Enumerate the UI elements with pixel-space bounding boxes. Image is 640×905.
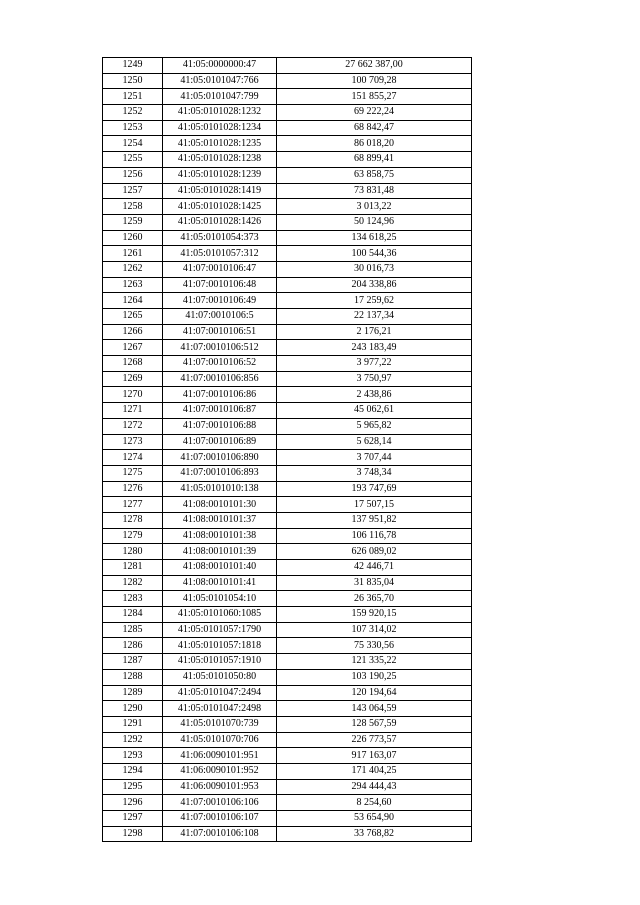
table-row — [103, 497, 472, 513]
cadastral-number-cell: 41:05:0101028:1234 — [163, 120, 277, 136]
cadastral-value-cell: 120 194,64 — [277, 685, 472, 701]
cadastral-number-cell: 41:05:0101057:1790 — [163, 622, 277, 638]
row-number-cell: 1274 — [103, 450, 163, 466]
table-row — [103, 214, 472, 230]
table-row — [103, 73, 472, 89]
cadastral-number-cell: 41:07:0010106:512 — [163, 340, 277, 356]
row-number-cell: 1292 — [103, 732, 163, 748]
table-row — [103, 309, 472, 325]
cadastral-number-cell: 41:05:0101028:1425 — [163, 199, 277, 215]
cadastral-value-cell: 8 254,60 — [277, 795, 472, 811]
cadastral-value-cell: 26 365,70 — [277, 591, 472, 607]
cadastral-value-cell: 107 314,02 — [277, 622, 472, 638]
table-row — [103, 481, 472, 497]
cadastral-value-cell: 171 404,25 — [277, 763, 472, 779]
cadastral-value-cell: 3 977,22 — [277, 356, 472, 372]
cadastral-value-cell: 3 707,44 — [277, 450, 472, 466]
row-number-cell: 1258 — [103, 199, 163, 215]
row-number-cell: 1251 — [103, 89, 163, 105]
row-number-cell: 1255 — [103, 152, 163, 168]
cadastral-number-cell: 41:07:0010106:51 — [163, 324, 277, 340]
table-row — [103, 654, 472, 670]
table-row — [103, 418, 472, 434]
cadastral-number-cell: 41:05:0101060:1085 — [163, 607, 277, 623]
cadastral-value-cell: 22 137,34 — [277, 309, 472, 325]
row-number-cell: 1294 — [103, 763, 163, 779]
row-number-cell: 1282 — [103, 575, 163, 591]
cadastral-value-cell: 50 124,96 — [277, 214, 472, 230]
cadastral-number-cell: 41:07:0010106:86 — [163, 387, 277, 403]
row-number-cell: 1256 — [103, 167, 163, 183]
table-row — [103, 528, 472, 544]
cadastral-number-cell: 41:07:0010106:107 — [163, 811, 277, 827]
row-number-cell: 1280 — [103, 544, 163, 560]
table-row — [103, 512, 472, 528]
cadastral-value-cell: 3 013,22 — [277, 199, 472, 215]
cadastral-number-cell: 41:05:0101028:1419 — [163, 183, 277, 199]
table-row — [103, 811, 472, 827]
table-row — [103, 716, 472, 732]
cadastral-number-cell: 41:05:0101010:138 — [163, 481, 277, 497]
cadastral-number-cell: 41:05:0101047:2494 — [163, 685, 277, 701]
row-number-cell: 1285 — [103, 622, 163, 638]
cadastral-value-cell: 75 330,56 — [277, 638, 472, 654]
table-row — [103, 450, 472, 466]
table-row — [103, 465, 472, 481]
table-row — [103, 701, 472, 717]
cadastral-number-cell: 41:05:0101050:80 — [163, 669, 277, 685]
cadastral-value-cell: 3 750,97 — [277, 371, 472, 387]
table-row — [103, 120, 472, 136]
cadastral-number-cell: 41:07:0010106:48 — [163, 277, 277, 293]
row-number-cell: 1283 — [103, 591, 163, 607]
cadastral-number-cell: 41:07:0010106:890 — [163, 450, 277, 466]
row-number-cell: 1276 — [103, 481, 163, 497]
table-row — [103, 230, 472, 246]
table-row — [103, 340, 472, 356]
cadastral-number-cell: 41:07:0010106:87 — [163, 403, 277, 419]
cadastral-value-cell: 128 567,59 — [277, 716, 472, 732]
cadastral-number-cell: 41:07:0010106:108 — [163, 826, 277, 842]
cadastral-number-cell: 41:08:0010101:30 — [163, 497, 277, 513]
row-number-cell: 1279 — [103, 528, 163, 544]
cadastral-value-cell: 103 190,25 — [277, 669, 472, 685]
cadastral-value-cell: 53 654,90 — [277, 811, 472, 827]
cadastral-value-cell: 193 747,69 — [277, 481, 472, 497]
cadastral-number-cell: 41:05:0101047:799 — [163, 89, 277, 105]
row-number-cell: 1277 — [103, 497, 163, 513]
row-number-cell: 1260 — [103, 230, 163, 246]
table-row — [103, 89, 472, 105]
cadastral-number-cell: 41:06:0090101:953 — [163, 779, 277, 795]
cadastral-value-cell: 143 064,59 — [277, 701, 472, 717]
cadastral-value-cell: 137 951,82 — [277, 512, 472, 528]
cadastral-number-cell: 41:06:0090101:951 — [163, 748, 277, 764]
cadastral-number-cell: 41:07:0010106:49 — [163, 293, 277, 309]
table-row — [103, 152, 472, 168]
table-row — [103, 685, 472, 701]
table-row — [103, 371, 472, 387]
cadastral-value-cell: 42 446,71 — [277, 560, 472, 576]
cadastral-number-cell: 41:07:0010106:89 — [163, 434, 277, 450]
cadastral-value-cell: 17 507,15 — [277, 497, 472, 513]
cadastral-value-cell: 33 768,82 — [277, 826, 472, 842]
cadastral-value-cell: 100 709,28 — [277, 73, 472, 89]
row-number-cell: 1271 — [103, 403, 163, 419]
row-number-cell: 1273 — [103, 434, 163, 450]
cadastral-number-cell: 41:05:0101028:1426 — [163, 214, 277, 230]
row-number-cell: 1290 — [103, 701, 163, 717]
table-row — [103, 403, 472, 419]
cadastral-number-cell: 41:07:0010106:106 — [163, 795, 277, 811]
cadastral-number-cell: 41:05:0101028:1235 — [163, 136, 277, 152]
cadastral-number-cell: 41:05:0101028:1232 — [163, 105, 277, 121]
cadastral-value-cell: 68 842,47 — [277, 120, 472, 136]
cadastral-value-cell: 3 748,34 — [277, 465, 472, 481]
table-row — [103, 293, 472, 309]
cadastral-number-cell: 41:05:0101054:10 — [163, 591, 277, 607]
cadastral-number-cell: 41:08:0010101:41 — [163, 575, 277, 591]
cadastral-number-cell: 41:07:0010106:88 — [163, 418, 277, 434]
row-number-cell: 1262 — [103, 261, 163, 277]
cadastral-number-cell: 41:05:0101054:373 — [163, 230, 277, 246]
table-row — [103, 324, 472, 340]
cadastral-number-cell: 41:08:0010101:38 — [163, 528, 277, 544]
table-row — [103, 732, 472, 748]
table-row — [103, 638, 472, 654]
cadastral-number-cell: 41:07:0010106:47 — [163, 261, 277, 277]
cadastral-value-cell: 917 163,07 — [277, 748, 472, 764]
row-number-cell: 1293 — [103, 748, 163, 764]
row-number-cell: 1287 — [103, 654, 163, 670]
cadastral-value-cell: 294 444,43 — [277, 779, 472, 795]
row-number-cell: 1286 — [103, 638, 163, 654]
cadastral-value-cell: 159 920,15 — [277, 607, 472, 623]
row-number-cell: 1254 — [103, 136, 163, 152]
table-row — [103, 167, 472, 183]
cadastral-number-cell: 41:08:0010101:37 — [163, 512, 277, 528]
row-number-cell: 1257 — [103, 183, 163, 199]
cadastral-number-cell: 41:07:0010106:856 — [163, 371, 277, 387]
row-number-cell: 1291 — [103, 716, 163, 732]
row-number-cell: 1267 — [103, 340, 163, 356]
cadastral-number-cell: 41:05:0101047:2498 — [163, 701, 277, 717]
cadastral-value-cell: 63 858,75 — [277, 167, 472, 183]
table-row — [103, 622, 472, 638]
cadastral-value-cell: 27 662 387,00 — [277, 58, 472, 74]
row-number-cell: 1250 — [103, 73, 163, 89]
cadastral-value-cell: 151 855,27 — [277, 89, 472, 105]
row-number-cell: 1270 — [103, 387, 163, 403]
cadastral-value-cell: 243 183,49 — [277, 340, 472, 356]
table-row — [103, 575, 472, 591]
cadastral-value-cell: 5 965,82 — [277, 418, 472, 434]
row-number-cell: 1298 — [103, 826, 163, 842]
cadastral-number-cell: 41:05:0101047:766 — [163, 73, 277, 89]
cadastral-value-cell: 121 335,22 — [277, 654, 472, 670]
row-number-cell: 1268 — [103, 356, 163, 372]
row-number-cell: 1261 — [103, 246, 163, 262]
table-row — [103, 183, 472, 199]
cadastral-number-cell: 41:08:0010101:40 — [163, 560, 277, 576]
cadastral-number-cell: 41:05:0101070:739 — [163, 716, 277, 732]
cadastral-number-cell: 41:05:0101028:1238 — [163, 152, 277, 168]
cadastral-value-cell: 86 018,20 — [277, 136, 472, 152]
cadastral-value-cell: 100 544,36 — [277, 246, 472, 262]
cadastral-value-cell: 31 835,04 — [277, 575, 472, 591]
cadastral-value-cell: 204 338,86 — [277, 277, 472, 293]
cadastral-number-cell: 41:08:0010101:39 — [163, 544, 277, 560]
cadastral-number-cell: 41:05:0101057:1910 — [163, 654, 277, 670]
cadastral-value-cell: 73 831,48 — [277, 183, 472, 199]
table-row — [103, 105, 472, 121]
row-number-cell: 1263 — [103, 277, 163, 293]
table-row — [103, 748, 472, 764]
cadastral-number-cell: 41:05:0101028:1239 — [163, 167, 277, 183]
table-row — [103, 607, 472, 623]
cadastral-number-cell: 41:05:0101057:312 — [163, 246, 277, 262]
cadastral-value-cell: 69 222,24 — [277, 105, 472, 121]
row-number-cell: 1252 — [103, 105, 163, 121]
table-row — [103, 261, 472, 277]
table-row — [103, 795, 472, 811]
table-row — [103, 779, 472, 795]
cadastral-value-cell: 17 259,62 — [277, 293, 472, 309]
row-number-cell: 1275 — [103, 465, 163, 481]
row-number-cell: 1295 — [103, 779, 163, 795]
row-number-cell: 1253 — [103, 120, 163, 136]
table-row — [103, 669, 472, 685]
cadastral-value-cell: 68 899,41 — [277, 152, 472, 168]
table-row — [103, 763, 472, 779]
cadastral-number-cell: 41:07:0010106:52 — [163, 356, 277, 372]
cadastral-number-cell: 41:05:0000000:47 — [163, 58, 277, 74]
row-number-cell: 1289 — [103, 685, 163, 701]
cadastral-number-cell: 41:07:0010106:5 — [163, 309, 277, 325]
table-row — [103, 199, 472, 215]
row-number-cell: 1259 — [103, 214, 163, 230]
cadastral-value-table — [102, 57, 472, 842]
row-number-cell: 1284 — [103, 607, 163, 623]
table-row — [103, 591, 472, 607]
row-number-cell: 1266 — [103, 324, 163, 340]
table-row — [103, 136, 472, 152]
table-body — [103, 58, 472, 842]
cadastral-number-cell: 41:06:0090101:952 — [163, 763, 277, 779]
row-number-cell: 1281 — [103, 560, 163, 576]
table-row — [103, 434, 472, 450]
cadastral-value-cell: 2 438,86 — [277, 387, 472, 403]
row-number-cell: 1264 — [103, 293, 163, 309]
cadastral-value-cell: 30 016,73 — [277, 261, 472, 277]
table-row — [103, 826, 472, 842]
cadastral-value-cell: 106 116,78 — [277, 528, 472, 544]
table-row — [103, 277, 472, 293]
row-number-cell: 1278 — [103, 512, 163, 528]
cadastral-value-cell: 134 618,25 — [277, 230, 472, 246]
table-row — [103, 356, 472, 372]
cadastral-value-cell: 626 089,02 — [277, 544, 472, 560]
cadastral-value-cell: 2 176,21 — [277, 324, 472, 340]
table-row — [103, 246, 472, 262]
row-number-cell: 1272 — [103, 418, 163, 434]
table-row — [103, 544, 472, 560]
cadastral-value-cell: 45 062,61 — [277, 403, 472, 419]
cadastral-number-cell: 41:05:0101057:1818 — [163, 638, 277, 654]
row-number-cell: 1249 — [103, 58, 163, 74]
cadastral-number-cell: 41:05:0101070:706 — [163, 732, 277, 748]
table-row — [103, 58, 472, 74]
cadastral-number-cell: 41:07:0010106:893 — [163, 465, 277, 481]
row-number-cell: 1297 — [103, 811, 163, 827]
row-number-cell: 1296 — [103, 795, 163, 811]
cadastral-value-cell: 226 773,57 — [277, 732, 472, 748]
row-number-cell: 1288 — [103, 669, 163, 685]
row-number-cell: 1269 — [103, 371, 163, 387]
table-row — [103, 560, 472, 576]
cadastral-value-cell: 5 628,14 — [277, 434, 472, 450]
table-row — [103, 387, 472, 403]
row-number-cell: 1265 — [103, 309, 163, 325]
